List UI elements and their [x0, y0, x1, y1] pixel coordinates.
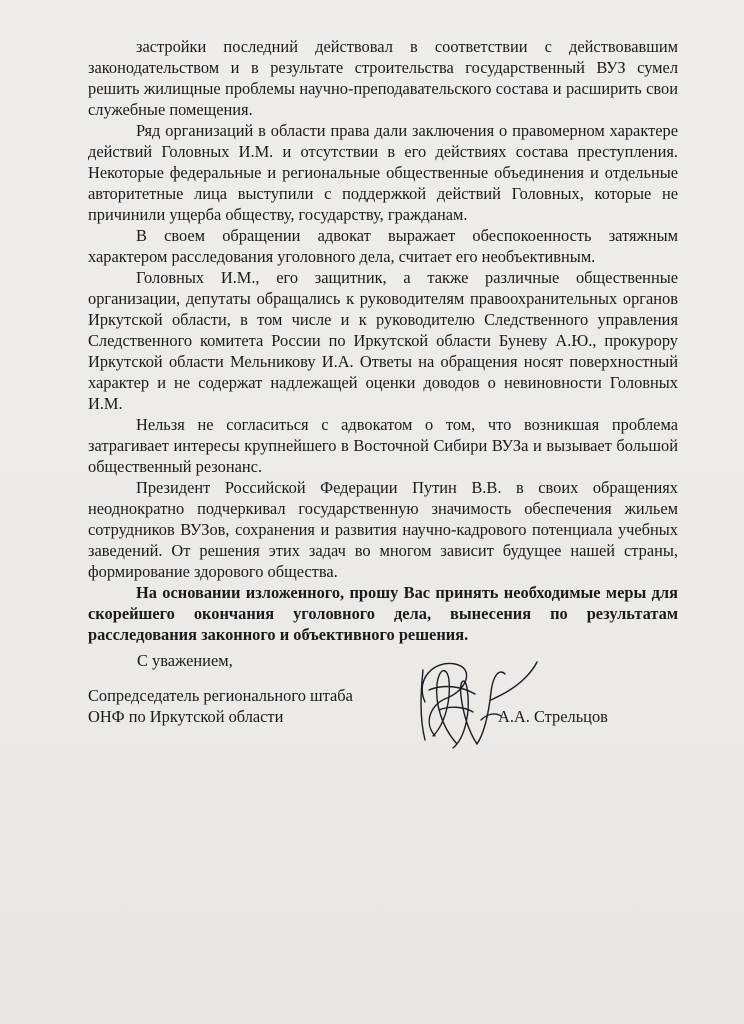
signer-title	[88, 685, 353, 727]
paragraph-5: Нельзя не согласиться с адвокатом о том, что возникшая проблема затрагивает интересы крупнейшего в Восточной Сибири ВУЗа и вызывает большой общественный резонанс.	[88, 415, 678, 476]
signer-title-line-2: ОНФ по Иркутской области	[88, 707, 284, 726]
paragraph-4: Головных И.М., его защитник, а также различные общественные организации, депутаты обращались к руководителям правоохранительных органов Иркутской области, в том числе и к руководителю Следственного управления Следственного комитета России по Иркутской области Буневу А.Ю., прокурору Иркутской области Мельникову И.А. Ответы на обращения носят поверхностный характер и не содержат надлежащей оценки доводов о невиновности Головных И.М.	[88, 268, 678, 413]
signer-title-line-1: Сопредседатель регионального штаба	[88, 686, 353, 705]
paragraph-2: Ряд организаций в области права дали заключения о правомерном характере действий Головных И.М. и отсутствии в его действиях состава преступления. Некоторые федеральные и региональные общественные объединения и отдельные авторитетные лица выступили с поддержкой действий Головных, которые не причинили ущерба обществу, государству, гражданам.	[88, 121, 678, 224]
signer-name: А.А. Стрельцов	[498, 707, 608, 726]
letter-body	[88, 36, 678, 645]
paragraph-request: На основании изложенного, прошу Вас принять необходимые меры для скорейшего окончания уголовного дела, вынесения по результатам расследования законного и объективного решения.	[88, 583, 678, 644]
handwritten-signature	[395, 640, 545, 770]
paragraph-1: застройки последний действовал в соответствии с действовавшим законодательством и в результате строительства государственный ВУЗ сумел решить жилищные проблемы научно-преподавательского состава и расширить свои служебные помещения.	[88, 37, 678, 119]
paragraph-3: В своем обращении адвокат выражает обеспокоенность затяжным характером расследования уголовного дела, считает его необъективным.	[88, 226, 678, 266]
closing-salutation: С уважением,	[137, 651, 233, 670]
paragraph-6: Президент Российской Федерации Путин В.В. в своих обращениях неоднократно подчеркивал государственную значимость обеспечения жильем сотрудников ВУЗов, сохранения и развития научно-кадрового потенциала учебных заведений. От решения этих задач во многом зависит будущее нашей страны, формирование здорового общества.	[88, 478, 678, 581]
